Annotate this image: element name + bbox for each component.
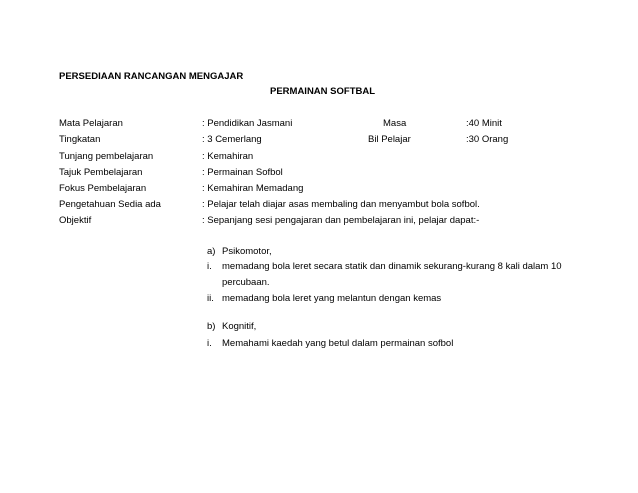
label-objektif: Objektif xyxy=(59,215,92,226)
value-tingkatan: : 3 Cemerlang xyxy=(202,134,262,145)
objective-a-item-1-text-cont: percubaan. xyxy=(222,277,270,288)
objective-a-item-1-text: memadang bola leret secara statik dan dinamik sekurang-kurang 8 kali dalam 10 xyxy=(222,261,562,272)
label-mata-pelajaran: Mata Pelajaran xyxy=(59,118,123,129)
objective-a-item-1-marker: i. xyxy=(207,261,212,272)
document-title: PERSEDIAAN RANCANGAN MENGAJAR xyxy=(59,71,244,82)
objective-b-marker: b) xyxy=(207,321,216,332)
objective-b-item-1-marker: i. xyxy=(207,338,212,349)
objective-a-marker: a) xyxy=(207,246,216,257)
objective-a-title: Psikomotor, xyxy=(222,246,272,257)
label-masa: Masa xyxy=(383,118,407,129)
value-tajuk: : Permainan Sofbol xyxy=(202,167,283,178)
value-pengetahuan: : Pelajar telah diajar asas membaling dan menyambut bola sofbol. xyxy=(202,199,480,210)
subject-title: PERMAINAN SOFTBAL xyxy=(270,86,376,97)
value-bil-pelajar: :30 Orang xyxy=(466,134,509,145)
objective-a-item-2-marker: ii. xyxy=(207,293,214,304)
objective-a-item-2-text: memadang bola leret yang melantun dengan kemas xyxy=(222,293,442,304)
value-mata-pelajaran: : Pendidikan Jasmani xyxy=(202,118,293,129)
value-tunjang: : Kemahiran xyxy=(202,151,254,162)
value-objektif: : Sepanjang sesi pengajaran dan pembelajaran ini, pelajar dapat:- xyxy=(202,215,480,226)
value-masa: :40 Minit xyxy=(466,118,502,129)
label-bil-pelajar: Bil Pelajar xyxy=(368,134,411,145)
label-tunjang: Tunjang pembelajaran xyxy=(59,151,154,162)
label-tingkatan: Tingkatan xyxy=(59,134,101,145)
label-fokus: Fokus Pembelajaran xyxy=(59,183,147,194)
value-fokus: : Kemahiran Memadang xyxy=(202,183,304,194)
objective-b-title: Kognitif, xyxy=(222,321,257,332)
label-pengetahuan: Pengetahuan Sedia ada xyxy=(59,199,161,210)
objective-b-item-1-text: Memahami kaedah yang betul dalam permainan sofbol xyxy=(222,338,454,349)
label-tajuk: Tajuk Pembelajaran xyxy=(59,167,143,178)
